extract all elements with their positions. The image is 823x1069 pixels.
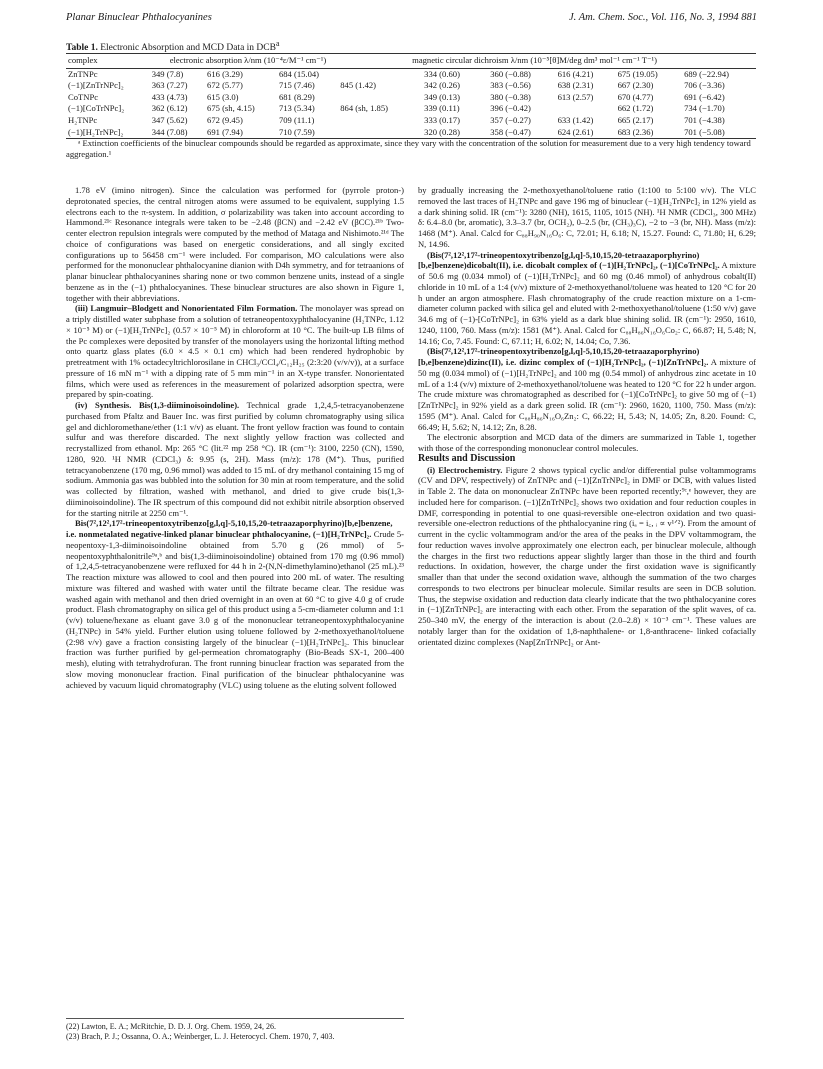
table-cell: 616 (3.29)	[207, 68, 243, 79]
table-cell: 342 (0.26)	[424, 80, 460, 91]
table-cell: 683 (2.36)	[616, 127, 682, 139]
table-cell: 624 (2.61)	[556, 127, 616, 139]
paragraph-body: A mixture of 50 mg (0.034 mmol) of (−1)[H₂TrNPc]₂ and 100 mg (0.54 mmol) of anhydrous zinc acetate in 10 mL of a 1:4 (v/v) mixture of 2-methoxyethanol/toluene was heated to 120 °C for 22 h under argon. The crude mixture was chromatographed as described for (−1)[CoTrNPc]₂ to give 50 mg of (−1)[ZnTrNPc]₂ in 92% yield as a dark green solid. IR (cm⁻¹): 2960, 1620, 1100, 750. Mass (m/z): 1595 (M⁺). Anal. Calcd for C₈₈H₈₆N₁₆O₆Zn₂: C, 66.22; H, 5.43; N, 14.05; Zn, 8.20. Found: C, 66.49; H, 5.62; N, 14.12; Zn, 8.28.	[418, 357, 756, 432]
paragraph-body: Technical grade 1,2,4,5-tetracyanobenzene purchased from Pfaltz and Bauer Inc. was first purified by column chromatography using silica gel and dichloromethane/ether (1:1 v/v) as eluant. The front yellow fraction was found to contain sulfur and was therefore discarded. The next slightly yellow fraction was collected and recrystallized from ethanol. Mp: 265 °C (lit.²² mp 258 °C). IR (cm⁻¹): 3100, 2250 (CN), 1590, 1280, 920. ¹H NMR (CDCl₃) δ: 9.95 (s, 2H). Mass (m/z): 178 (M⁺). Thus, purified tetracyanobenzene (170 mg, 0.96 mmol) was added to 15 mL of dry methanol containing 15 mg of sodium. Ammonia gas was bubbled into the solution for 30 min at room temperature, and the solid was collected by filtration, washed with methanol, and dried to give crude bis(1,3-diiminoisoindoline). The IR spectrum of this compound did not exhibit nitrile absorption observed for the starting nitrile at 2250 cm⁻¹.	[66, 400, 404, 518]
table-cell: 334 (0.60)	[424, 68, 460, 79]
paragraph-heading: Bis(7²,12²,17²-trineopentoxytribenzo[g,l,q]-5,10,15,20-tetraazaporphyrino)[b,e]benzene, i.e. nonmetalated negative-linked planar binuclear phthalocyanine, (−1)[H₂TrNPc]₂.	[66, 518, 393, 539]
table-cell: 675 (19.05)	[617, 68, 658, 79]
table-cell-complex: ZnTNPc	[68, 68, 98, 79]
table-cell: 734 (−1.70)	[684, 103, 725, 114]
paragraph-body: The monolayer was spread on a triply distilled water subphase from a solution of tetraneopentoxyphthalocyanine (H₂TNPc, 1.12 × 10⁻⁵ M) or (−1)[H₂TrNPc]₂ (0.57 × 10⁻⁵ M) in chloroform at 10 °C. The built-up LB films of the Pc complexes were deposited by transfer of the monolayers using the horizontal lifting method onto quartz glass plates (6.0 × 4.5 × 0.1 cm) which had been rendered hydrophobic by pretreatment with 1% octadecyltrichlorosilane in CHCl₃/CCl₄/C₁₂H₂₅ (2:3:20 (v/v/v)), at a surface pressure of 16 mN m⁻¹ with a dipping rate of 5 mm min⁻¹ in an X-type transfer. Nonorientated films, which were used as references in the measurement of polarized adsorption spectra, were prepared by spin-coating.	[66, 303, 405, 400]
table-cell: 320 (0.28)	[410, 127, 488, 139]
table-cell: 363 (7.27)	[151, 80, 188, 91]
table-cell: 701 (−5.08)	[682, 127, 756, 139]
table-caption	[66, 39, 279, 53]
table-cell-complex: (−1)[ZnTrNPc]₂	[68, 80, 124, 91]
left-column	[66, 185, 404, 690]
section-heading: Results and Discussion	[418, 452, 516, 464]
table-title: Electronic Absorption and MCD Data in DCB	[100, 43, 276, 54]
table-header-absorption: electronic absorption λ/nm (10⁻⁴ε/M⁻¹ cm⁻¹)	[150, 54, 410, 69]
table-cell: 615 (3.0)	[207, 91, 239, 102]
table-row	[66, 103, 756, 115]
table-cell: 670 (4.77)	[617, 91, 654, 102]
table-cell	[338, 115, 410, 127]
table-cell-complex: (−1)[CoTrNPc]₂	[68, 103, 125, 114]
paragraph	[418, 465, 756, 648]
table-cell: 362 (6.12)	[151, 103, 188, 114]
table-cell: 691 (7.94)	[205, 127, 277, 139]
table-cell	[556, 103, 616, 115]
table-cell: 633 (1.42)	[557, 114, 594, 125]
table-cell: 616 (4.21)	[557, 68, 594, 79]
table-cell: 681 (8.29)	[278, 91, 315, 102]
paragraph-heading: (iii) Langmuir–Blodgett and Nonorientated Film Formation.	[75, 303, 298, 314]
paragraph	[418, 346, 756, 432]
table-row	[66, 127, 756, 139]
data-table	[66, 53, 756, 139]
table-cell: 358 (−0.47)	[488, 127, 555, 139]
journal-citation: J. Am. Chem. Soc., Vol. 116, No. 3, 1994 881	[568, 12, 757, 23]
running-title: Planar Binuclear Phthalocyanines	[66, 12, 212, 23]
table-cell	[338, 68, 410, 80]
table-cell: 864 (sh, 1.85)	[340, 103, 388, 114]
reference-item: (22) Lawton, E. A.; McRitchie, D. D. J. Org. Chem. 1959, 24, 26.	[66, 1022, 277, 1031]
table-header-row	[66, 54, 756, 69]
running-header	[66, 12, 757, 28]
table-cell: 684 (15.04)	[278, 68, 320, 79]
paragraph-body: A mixture of 50.6 mg (0.034 mmol) of (−1)[H₂TrNPc]₂ and 60 mg (0.46 mmol) of anhydrous cobalt(II) chloride in 10 mL of a 1:4 (v/v) mixture of 2-methoxyethanol/toluene was heated to 120 °C for 20 h under an argon atmosphere. Flash chromatography of the crude reaction mixture on a 1-cm-diameter column packed with silica gel and eluted with 2-methoxyethanol/toluene (1:50 v/v) gave 34.6 mg of (−1)-[CoTrNPc]₂ in 63% yield as a dark blue shining solid. IR (cm⁻¹): 2950, 1610, 1240, 1100, 760. Mass (m/z): 1581 (M⁺). Anal. Calcd for C₈₈H₈₆N₁₆O₆Co₂: C, 66.87; H, 5.48; N, 14.16; Co, 7.45. Found: C, 67.11; H, 6.02; N, 14.04; Co, 7.36.	[418, 260, 756, 346]
table-cell: 689 (−22.94)	[684, 68, 730, 79]
paragraph	[66, 518, 404, 690]
table-cell: 383 (−0.56)	[490, 80, 531, 91]
paragraph-body: Crude 5-neopentoxy-1,3-diiminoisoindoline obtained from 5.70 g (26 mmol) of 5-neopentoxyphthalonitrile⁹ᵃ,ᵇ and bis(1,3-diiminoisoindoline) obtained from 170 mg (0.96 mmol) of 1,2,4,5-tetracyanobenzene were refluxed for 44 h in 2-(N,N-dimethylamino)ethanol (25 mL).²³ The reaction mixture was allowed to cool and then poured into 200 mL of water. The resulting mixture was filtered and washed with water until the filtrate became clear. The residue was washed again with methanol and then dried overnight in an oven at 60 °C to give 4.0 g of crude product. Flash chromatography on silica gel of this product using a 5-cm-diameter column and 1:1 (v/v) toluene/hexane as eluant gave 3.0 g of the mononuclear tetraneopentoxyphthalocyanine (H₂TNPc) in 54% yield. Further elution using toluene followed by 2-methoxyethanol/toluene (2:98 v/v) gave a fraction consisting largely of the binuclear (−1)[H₂TrNPc]₂. This binuclear fraction was further purified by gel-permeation chromatography (Bio-Beads SX-1, 200–400 mesh), eluting with tetrahydrofuran. The front running binuclear fraction was separated from the slow moving mononuclear fraction. Final purification of the binuclear phthalocyanine was achieved by vacuum liquid chromatography (VLC) using toluene as the eluting solvent followed	[66, 529, 405, 690]
references	[66, 1018, 404, 1041]
table-cell: 701 (−4.38)	[684, 114, 725, 125]
reference-item: (23) Brach, P. J.; Ossanna, O. A.; Weinberger, L. J. Heterocycl. Chem. 1970, 7, 403.	[66, 1031, 335, 1041]
paragraph: 1.78 eV (imino nitrogen). Since the calculation was performed for (pyrrole proton-) deprotonated species, the central nitrogen atoms were assumed to be equivalent, supplying 1.5 electrons each to the π-system. In addition, σ polarizability was taken into account according to Hammond.²¹ᶜ Resonance integrals were taken to be −2.48 (βCN) and −2.42 eV (βCC).²¹ᵇ Two-center electron repulsion integrals were computed by the method of Mataga and Nishimoto.²¹ᵈ The choice of configurations was based on energetic considerations, and all singly excited configurations up to 56458 cm⁻¹ were included. For comparison, MO calculations were also performed for the mononuclear phthalocyanine dianion with D4h symmetry, and for tetraanions of planar binuclear phthalocyanines sharing none or two common benzene units, instead of a single benzene as in the (−1) phthalocyanines. These binuclear structures are also shown in Figure 1, together with their abbreviations.	[66, 185, 404, 303]
table-cell: 638 (2.31)	[557, 80, 594, 91]
table-header-mcd: magnetic circular dichroism λ/nm (10⁻⁵[θ]M/deg dm³ mol⁻¹ cm⁻¹ T⁻¹)	[410, 54, 756, 69]
table-cell: 706 (−3.36)	[684, 80, 725, 91]
table-cell: 709 (11.1)	[278, 114, 315, 125]
table-footnote: ᵃ Extinction coefficients of the binuclear compounds should be regarded as approximate, since they vary with the concentration of the solution for measurement due to a very high tendency toward aggregation.¹	[66, 138, 751, 159]
table-cell: 662 (1.72)	[617, 103, 654, 114]
table-row	[66, 92, 756, 104]
table-cell: 675 (sh, 4.15)	[207, 103, 255, 114]
table-label: Table 1.	[66, 43, 98, 54]
table-cell: 672 (5.77)	[207, 80, 243, 91]
table-cell	[338, 127, 410, 139]
paragraph	[418, 250, 756, 347]
table-cell: 672 (9.45)	[207, 114, 243, 125]
table-title-footnote-mark: a	[275, 39, 280, 48]
table-cell: 347 (5.62)	[151, 114, 188, 125]
table-cell: 357 (−0.27)	[490, 114, 531, 125]
table-cell: 667 (2.30)	[617, 80, 654, 91]
table-cell-complex: H₂TNPc	[68, 114, 98, 125]
table-cell: 710 (7.59)	[277, 127, 338, 139]
paragraph-heading: (iv) Synthesis. Bis(1,3-diiminoisoindoline).	[75, 400, 240, 410]
right-column	[418, 185, 756, 647]
table-cell	[338, 92, 410, 104]
table-cell: 613 (2.57)	[557, 91, 594, 102]
table-cell: 380 (−0.38)	[490, 91, 531, 102]
paragraph	[66, 303, 404, 400]
paragraph-heading: (i) Electrochemistry.	[427, 464, 503, 475]
table-cell: 333 (0.17)	[424, 114, 460, 125]
table-row	[66, 80, 756, 92]
paragraph-heading: (Bis(7²,12²,17²-trineopentoxytribenzo[g,l,q]-5,10,15,20-tetraazaporphyrino)[b,e]benzene)dizinc(II), i.e. dizinc complex of (−1)[H₂TrNPc]₂, (−1)[ZnTrNPc]₂.	[418, 346, 709, 367]
paragraph	[66, 400, 404, 518]
paragraph-body: Figure 2 shows typical cyclic and/or differential pulse voltammograms (CV and DPV, respectively) of ZnTNPc and (−1)[ZnTrNPc]₂ in DMF or DCB, with values listed in Table 2. The data on mononuclear ZnTNPc have been reported recently;⁹ᶜ,ᵉ however, they are included here for comparison. (−1)[ZnTrNPc]₂ shows two oxidation and four reduction couples in DMF, corresponding in potential to one quasi-reversible one-electron oxidation and two quasi-reversible one-electron reductions of the phthalocyanine ring (iₐ = i꜀, ᵢ ∝ v¹ᐟ²). From the amount of current in the cyclic voltammogram and/or the area of the peaks in the DPV voltammogram, the four reduction waves involve approximately one electron each, per binuclear molecule, although the charges in the first two reductions appear slightly larger than those in the third and fourth reductions. In oxidation, however, the charge under the first oxidation wave is significantly smaller than that under the second oxidation wave, although the summation of the two charges corresponds to two electrons per binuclear molecule. Similar results are seen in DCB solution. Thus, the stepwise oxidation and reduction data clearly indicate that the two phthalocyanine cores in (−1)[ZnTrNPc]₂ are interacting with each other. From the separation of the split waves, of ca. 250–340 mV, the energy of the interaction is about (2.0–2.8) × 10⁻³ cm⁻¹. These values are notably larger than for the oxidation of 1,8-naphthalene- or 1,8-anthracene- linked cofacially orientated dizinc complexes (Nap[ZnTrNPc]₂ or Ant-	[418, 464, 756, 647]
table-cell-complex: CoTNPc	[68, 91, 99, 102]
table-cell: 339 (0.11)	[424, 103, 460, 114]
table-cell: 396 (−0.42)	[490, 103, 531, 114]
table-cell: 349 (7.8)	[151, 68, 184, 79]
table-cell: 360 (−0.88)	[490, 68, 531, 79]
table-cell: 845 (1.42)	[340, 80, 377, 91]
table-cell: 713 (5.34)	[278, 103, 315, 114]
table-cell: 344 (7.08)	[150, 127, 205, 139]
table-row	[66, 68, 756, 80]
paragraph: The electronic absorption and MCD data of the dimers are summarized in Table 1, together with those of the corresponding mononuclear control molecules.	[418, 432, 756, 453]
table-cell-complex: (−1)[H₂TrNPc]₂	[66, 127, 150, 139]
table-cell: 715 (7.46)	[278, 80, 315, 91]
table-row	[66, 115, 756, 127]
paragraph-heading: (Bis(7²,12²,17²-trineopentoxytribenzo[g,l,q]-5,10,15,20-tetraazaporphyrino)[b,e]benzene)dicobalt(II), i.e. dicobalt complex of (−1)[H₂TrNPc]₂, (−1)[CoTrNPc]₂.	[418, 249, 720, 271]
table-cell: 433 (4.73)	[151, 91, 188, 102]
table-cell: 691 (−6.42)	[684, 91, 725, 102]
table-header-complex: complex	[66, 54, 150, 69]
table-cell: 349 (0.13)	[424, 91, 460, 102]
table-cell: 665 (2.17)	[617, 114, 654, 125]
paragraph: by gradually increasing the 2-methoxyethanol/toluene ratio (1:100 to 5:100 v/v). The VLC removed the last traces of H₂TNPc and gave 196 mg of binuclear (−1)[H₂TrNPc]₂ in 12% yield as a dark shining solid. IR (cm⁻¹): 3280 (NH), 1615, 1105, 1015 (NH). ¹H NMR (CDCl₃, 300 MHz) δ: 6.4–8.0 (br, aromatic), 3.3–3.7 (br, OCH₂), 0–2.5 (br, (CH₃)₃C), −2 to −3 (br, NH). Mass (m/z): 1468 (M⁺). Anal. Calcd for C₈₈H₉₀N₁₆O₆: C, 72.01; H, 6.18; N, 15.27. Found: C, 71.80; H, 6.29; N, 14.96.	[418, 185, 756, 249]
